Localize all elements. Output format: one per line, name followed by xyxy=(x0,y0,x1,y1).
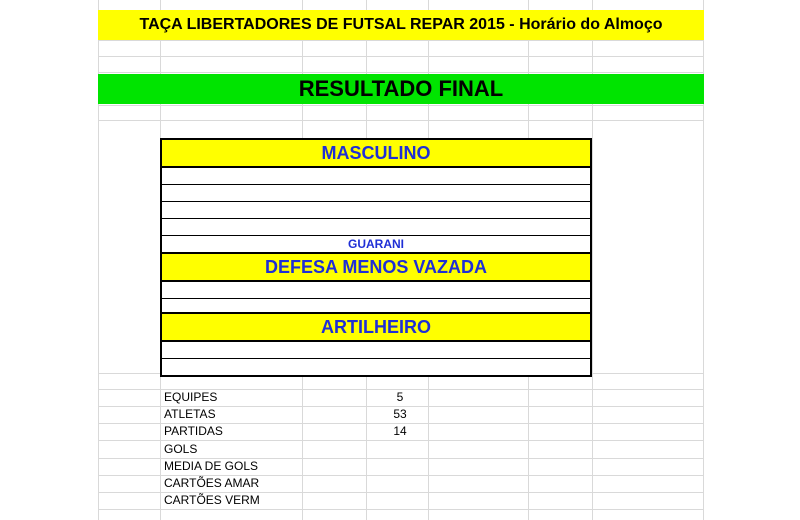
masculino-row[interactable] xyxy=(162,185,590,202)
stat-row xyxy=(164,492,484,509)
gridline xyxy=(98,72,704,73)
artilheiro-row[interactable] xyxy=(162,342,590,359)
spreadsheet-area xyxy=(98,0,704,520)
stats-table xyxy=(164,389,484,509)
defesa-heading: DEFESA MENOS VAZADA xyxy=(162,254,590,282)
stat-row xyxy=(164,475,484,492)
stat-label: PARTIDAS xyxy=(164,424,223,439)
masculino-row[interactable]: GUARANI xyxy=(348,237,404,251)
defesa-box xyxy=(160,252,592,317)
stat-label: ATLETAS xyxy=(164,407,216,422)
stat-label: CARTÕES VERM xyxy=(164,493,260,508)
gridline xyxy=(98,56,704,57)
stat-label: GOLS xyxy=(164,441,198,456)
masculino-row[interactable] xyxy=(162,202,590,219)
stat-label: CARTÕES AMAR xyxy=(164,475,260,490)
stat-row xyxy=(164,458,484,475)
page-title: TAÇA LIBERTADORES DE FUTSAL REPAR 2015 - Horário do Almoço xyxy=(98,10,704,40)
masculino-row[interactable] xyxy=(162,168,590,185)
gridline xyxy=(98,40,704,41)
stat-value[interactable]: 14 xyxy=(393,424,407,439)
stat-value[interactable]: 5 xyxy=(396,390,404,404)
masculino-row[interactable] xyxy=(162,219,590,236)
gridline xyxy=(98,120,704,121)
stat-label: MEDIA DE GOLS xyxy=(164,458,259,473)
stat-row xyxy=(164,389,484,406)
artilheiro-row[interactable] xyxy=(162,359,590,375)
defesa-row[interactable] xyxy=(162,282,590,299)
stat-row xyxy=(164,441,484,458)
stat-row xyxy=(164,423,484,440)
masculino-heading: MASCULINO xyxy=(162,140,590,168)
masculino-box xyxy=(160,138,592,254)
gridline xyxy=(98,105,704,106)
result-heading: RESULTADO FINAL xyxy=(98,74,704,104)
artilheiro-box xyxy=(160,312,592,377)
stat-value[interactable]: 53 xyxy=(393,407,407,422)
stat-row xyxy=(164,406,484,423)
artilheiro-heading: ARTILHEIRO xyxy=(162,314,590,342)
stat-label: EQUIPES xyxy=(164,390,218,404)
